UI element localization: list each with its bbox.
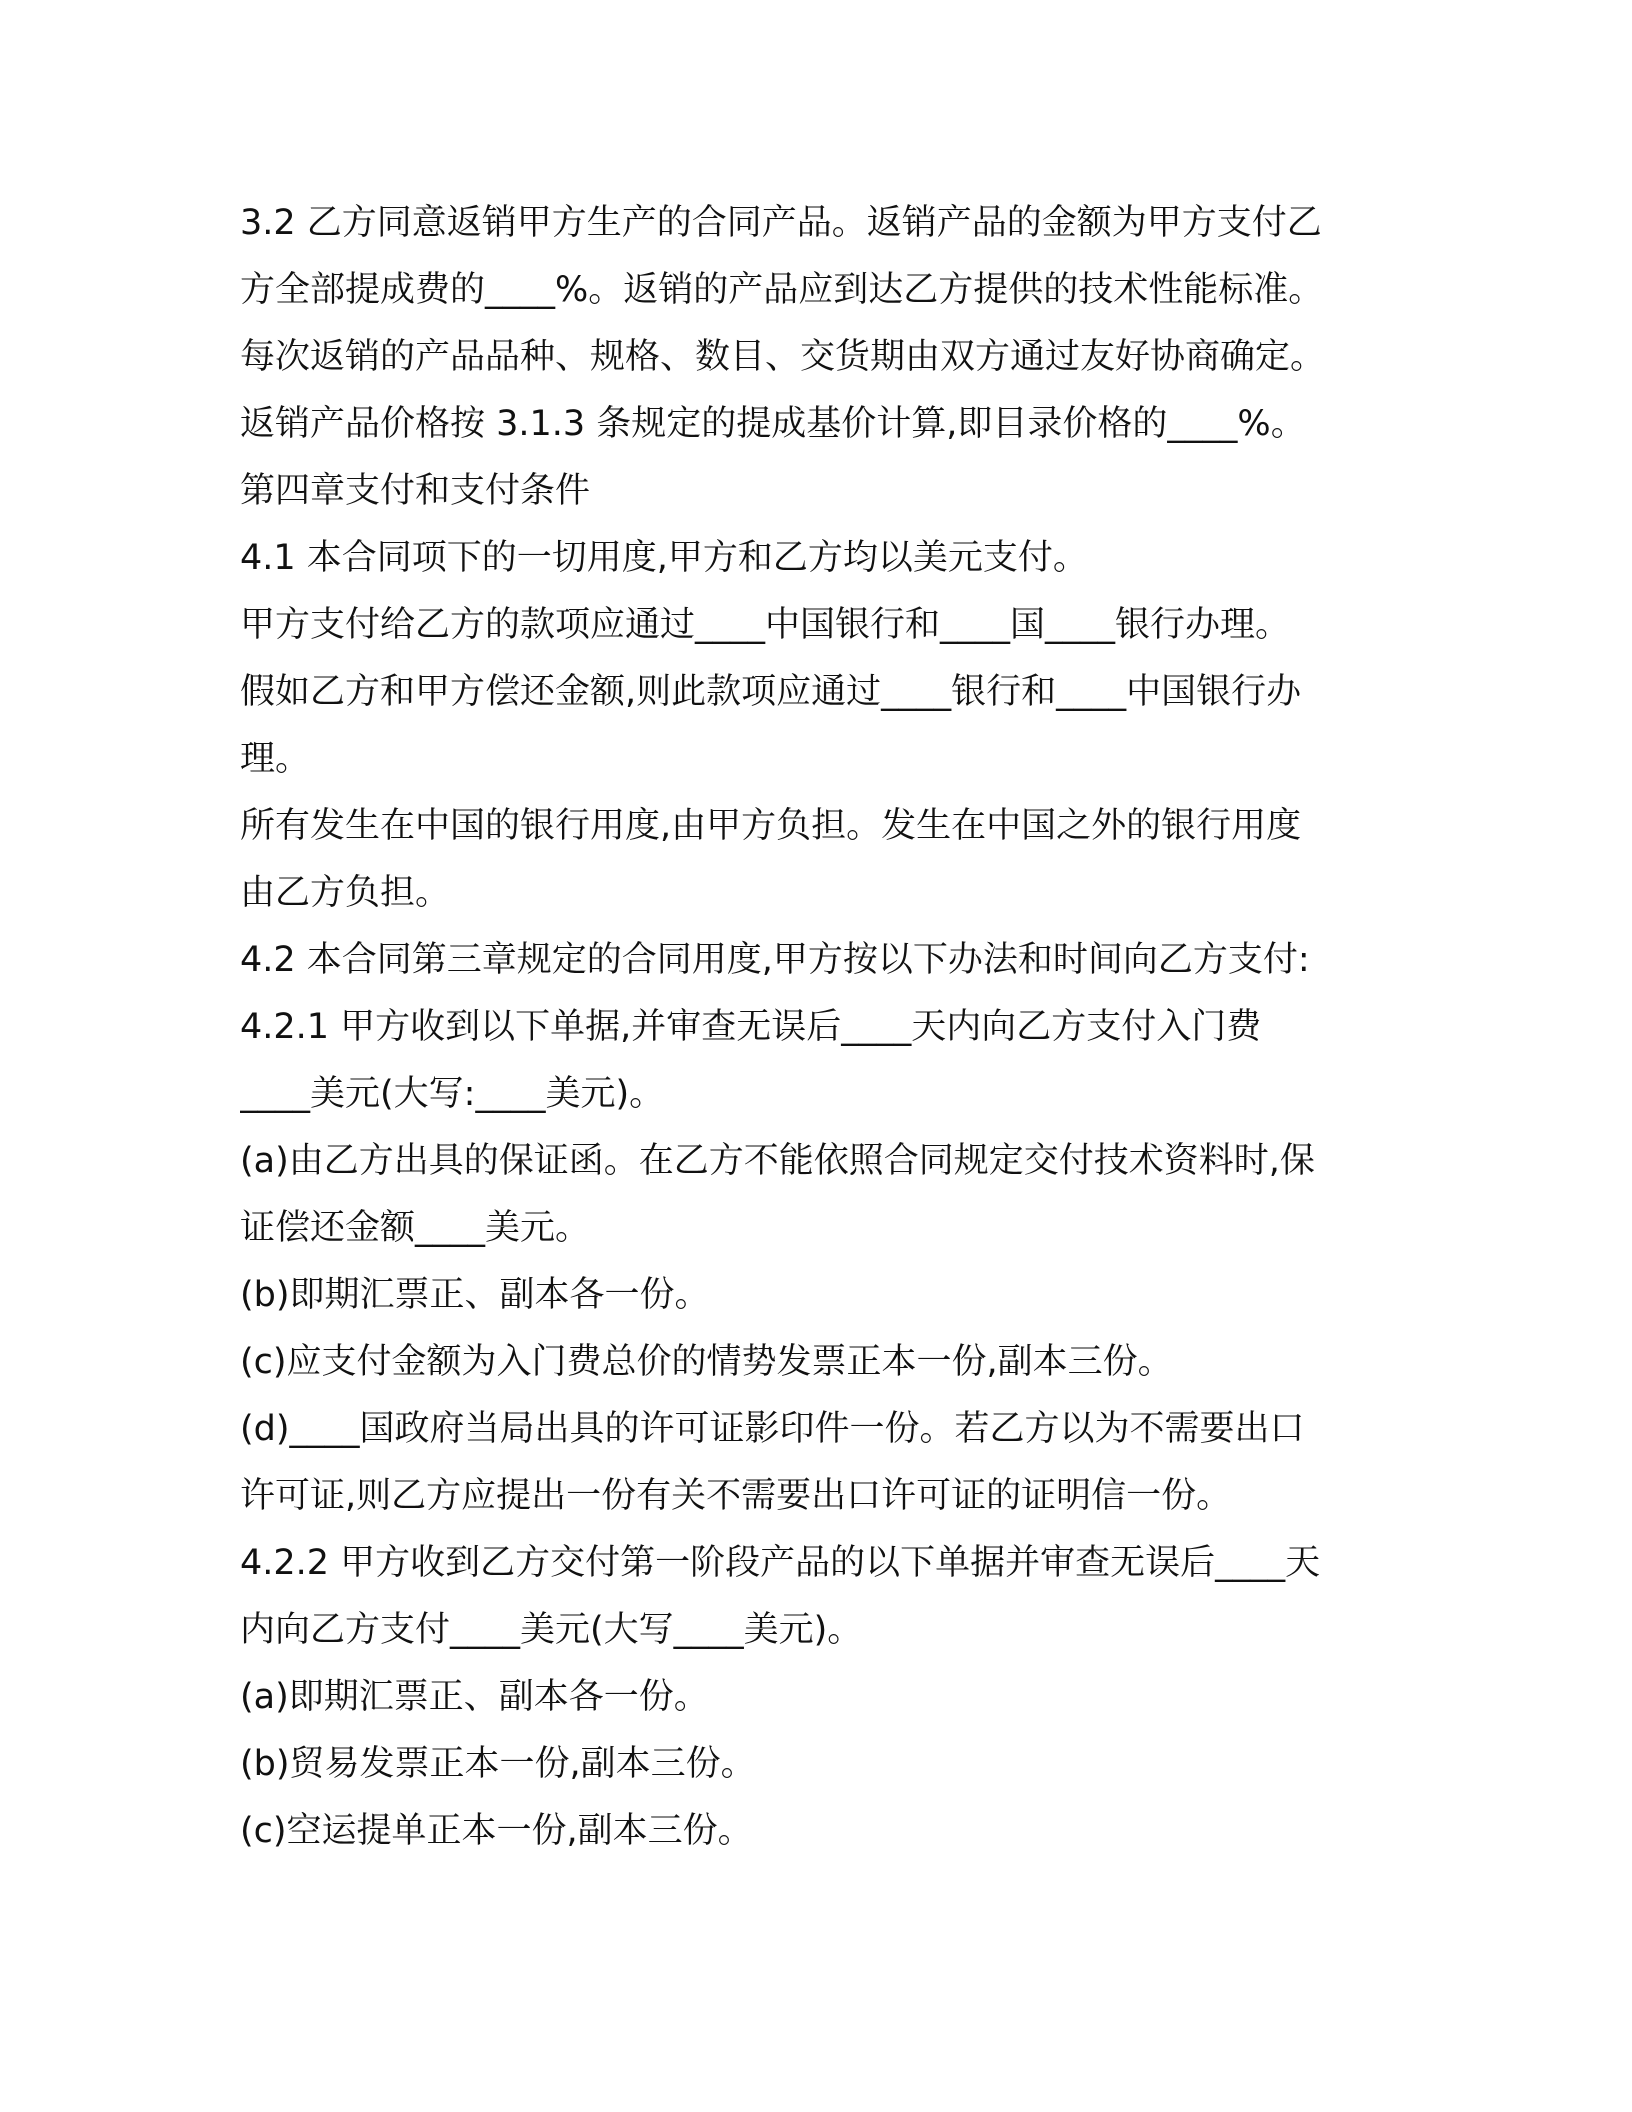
repayment-bank-line-1: 假如乙方和甲方偿还金额,则此款项应通过____银行和____中国银行办: [240, 672, 1302, 712]
paragraph-3-2-line-2: 方全部提成费的____%。返销的产品应到达乙方提供的技术性能标准。: [240, 270, 1324, 310]
paragraph-3-2-line-3: 每次返销的产品品种、规格、数目、交货期由双方通过友好协商确定。: [240, 337, 1326, 377]
clause-4-1: 4.1 本合同项下的一切用度,甲方和乙方均以美元支付。: [240, 538, 1088, 578]
item-c-invoice: (c)应支付金额为入门费总价的情势发票正本一份,副本三份。: [240, 1342, 1173, 1382]
clause-4-2-2-line-2: 内向乙方支付____美元(大写____美元)。: [240, 1610, 863, 1650]
repayment-bank-line-2: 理。: [240, 739, 311, 779]
item-b-trade-invoice: (b)贸易发票正本一份,副本三份。: [240, 1744, 756, 1784]
item-a-draft: (a)即期汇票正、副本各一份。: [240, 1677, 709, 1717]
chapter-4-heading: 第四章支付和支付条件: [240, 471, 591, 511]
document-body: [240, 190, 1400, 1865]
item-a-guarantee-line-2: 证偿还金额____美元。: [240, 1208, 591, 1248]
clause-4-2: 4.2 本合同第三章规定的合同用度,甲方按以下办法和时间向乙方支付:: [240, 940, 1310, 980]
item-d-license-line-1: (d)____国政府当局出具的许可证影印件一份。若乙方以为不需要出口: [240, 1409, 1305, 1449]
paragraph-3-2-line-4: 返销产品价格按 3.1.3 条规定的提成基价计算,即目录价格的____%。: [240, 404, 1306, 444]
payment-bank-line: 甲方支付给乙方的款项应通过____中国银行和____国____银行办理。: [240, 605, 1291, 645]
item-a-guarantee-line-1: (a)由乙方出具的保证函。在乙方不能依照合同规定交付技术资料时,保: [240, 1141, 1315, 1181]
item-b-draft: (b)即期汇票正、副本各一份。: [240, 1275, 710, 1315]
paragraph-3-2-line-1: 3.2 乙方同意返销甲方生产的合同产品。返销产品的金额为甲方支付乙: [240, 203, 1322, 243]
clause-4-2-1-line-1: 4.2.1 甲方收到以下单据,并审查无误后____天内向乙方支付入门费: [240, 1007, 1262, 1047]
item-d-license-line-2: 许可证,则乙方应提出一份有关不需要出口许可证的证明信一份。: [240, 1476, 1232, 1516]
bank-fee-line-1: 所有发生在中国的银行用度,由甲方负担。发生在中国之外的银行用度: [240, 806, 1302, 846]
clause-4-2-2-line-1: 4.2.2 甲方收到乙方交付第一阶段产品的以下单据并审查无误后____天: [240, 1543, 1321, 1583]
item-c-air-waybill: (c)空运提单正本一份,副本三份。: [240, 1811, 753, 1851]
clause-4-2-1-line-2: ____美元(大写:____美元)。: [240, 1074, 665, 1114]
bank-fee-line-2: 由乙方负担。: [240, 873, 451, 913]
